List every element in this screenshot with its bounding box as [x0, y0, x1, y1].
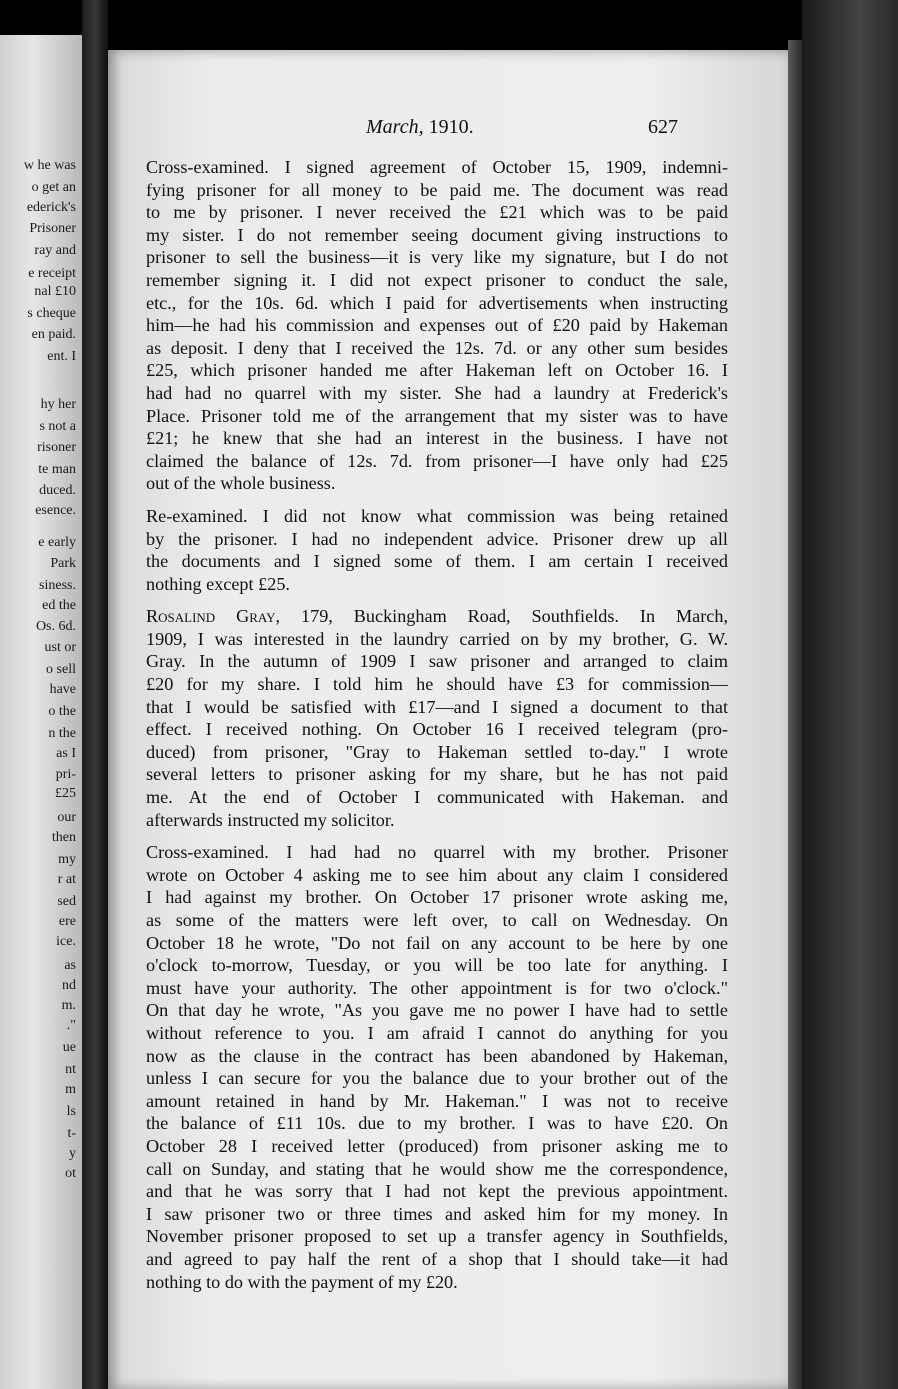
text-line: nothing except £25. — [146, 573, 290, 594]
left-page-line: ust or — [44, 640, 76, 655]
text-line: I had against my brother. On October 17 prisoner wrote asking me, — [146, 887, 728, 908]
text-line: Cross-examined. I signed agreement of October 15, 1909, indemni- — [146, 157, 728, 177]
left-page-line: ice. — [56, 934, 76, 949]
text-line: claimed the balance of 12s. 7d. from prisoner—I have only had £25 — [146, 450, 728, 471]
text-line: and agreed to pay half the rent of a shop that I should take—it had — [146, 1248, 728, 1269]
left-page-line: e early — [38, 535, 76, 550]
left-page-line: £25 — [55, 786, 76, 801]
page-header — [108, 116, 788, 140]
text-line: Cross-examined. I had had no quarrel with my brother. Prisoner — [146, 842, 728, 863]
left-page-line: w he was — [23, 158, 76, 173]
left-page-line: s cheque — [27, 306, 76, 321]
text-line: o'clock to-morrow, Tuesday, or you will be too late for anything. I — [146, 955, 728, 976]
running-head — [366, 116, 474, 139]
left-page-line: t- — [67, 1126, 76, 1141]
text-line: fying prisoner for all money to be paid me. The document was read — [146, 179, 728, 200]
left-page-line: Os. 6d. — [35, 619, 76, 634]
text-line: and that he was sorry that I had not kept the previous appointment. — [146, 1181, 728, 1202]
left-page-line: Park — [50, 556, 76, 571]
text-line: out of the whole business. — [146, 473, 336, 494]
left-page-line: y — [69, 1146, 76, 1161]
text-line: had had no quarrel with my sister. She had a laundry at Frederick's — [146, 382, 728, 403]
left-page-line: ere — [58, 914, 76, 929]
text-line: I saw prisoner two or three times and asked him for my money. In — [146, 1203, 728, 1224]
text-line: 1909, I was interested in the laundry carried on by my brother, G. W. — [146, 628, 728, 649]
paragraph — [146, 505, 728, 595]
text-line: that I would be satisfied with £17—and I signed a document to that — [146, 696, 728, 717]
left-page-line: my — [58, 852, 76, 867]
text-line: prisoner to sell the business—it is very like my signature, but I do not — [146, 247, 728, 268]
left-page-line: ue — [62, 1040, 76, 1055]
left-page-line: m — [65, 1082, 76, 1097]
text-line: duced) from prisoner, "Gray to Hakeman settled to-day." I wrote — [146, 741, 728, 762]
witness-name: Rosalind Gray — [146, 606, 276, 627]
left-page-line: pri- — [55, 767, 76, 782]
text-line: me. At the end of October I communicated with Hakeman. and — [146, 787, 728, 808]
left-page-line: nt — [65, 1062, 76, 1077]
text-line: to me by prisoner. I never received the £21 which was to be paid — [146, 202, 728, 223]
text-line: unless I can secure for you the balance due to your brother out of the — [146, 1068, 728, 1089]
text-line: as deposit. I deny that I received the 12s. 7d. or any other sum besides — [146, 337, 728, 358]
left-page-line: hy her — [40, 397, 76, 412]
left-page-line: m. — [61, 998, 76, 1013]
left-page-line: o the — [48, 704, 76, 719]
text-line: £20 for my share. I told him he should have £3 for commission— — [146, 674, 728, 695]
paragraph — [146, 841, 728, 1293]
text-line-rest: , 179, Buckingham Road, Southfields. In March, — [275, 606, 728, 627]
text-line: nothing to do with the payment of my £20. — [146, 1271, 458, 1292]
text-line: now as the clause in the contract has been abandoned by Hakeman, — [146, 1045, 728, 1066]
text-line: October 28 I received letter (produced) from prisoner asking me to — [146, 1135, 728, 1156]
text-line: call on Sunday, and stating that he would show me the correspondence, — [146, 1158, 728, 1179]
text-line: as some of the matters were left over, to call on Wednesday. On — [146, 910, 728, 930]
left-page-line: sed — [57, 894, 76, 909]
text-line: several letters to prisoner asking for my share, but he has not paid — [146, 764, 728, 785]
text-line: must have your authority. The other appointment is for two o'clock." — [146, 977, 728, 998]
left-page-line: have — [49, 682, 76, 697]
text-line: October 18 he wrote, "Do not fail on any account to be here by one — [146, 932, 728, 953]
text-line: On that day he wrote, "As you gave me no power I have had to settle — [146, 1000, 728, 1021]
left-page-line: ls — [66, 1104, 76, 1119]
left-page-line: risoner — [37, 440, 76, 455]
text-line: Re-examined. I did not know what commission was being retained — [146, 505, 728, 526]
left-page-line: e receipt — [28, 266, 76, 281]
left-page-line: nal £10 — [34, 284, 76, 299]
left-page-line: o get an — [31, 180, 76, 195]
text-line: £21; he knew that she had an interest in the business. I have not — [146, 428, 728, 449]
text-line: him—he had his commission and expenses out of £20 paid by Hakeman — [146, 315, 728, 336]
left-page-line: duced. — [39, 483, 76, 498]
left-page-line: as I — [56, 746, 76, 761]
text-line: the balance of £11 10s. due to my brother. I was to have £20. On — [146, 1113, 728, 1134]
left-page-line: esence. — [35, 503, 76, 518]
left-page-line: ray and — [34, 243, 76, 258]
running-head-year: , 1910. — [418, 116, 474, 138]
text-line — [146, 605, 728, 628]
text-line: etc., for the 10s. 6d. which I paid for advertisements when instructing — [146, 292, 728, 313]
left-page-line: siness. — [39, 578, 76, 593]
left-page-line: Prisoner — [29, 221, 76, 236]
left-page-line: en paid. — [31, 327, 76, 342]
page-number: 627 — [648, 116, 678, 138]
left-page-line: o sell — [46, 662, 76, 677]
left-page-line: ed the — [42, 598, 76, 613]
left-page-line: s not a — [39, 419, 76, 434]
text-line: effect. I received nothing. On October 16 I received telegram (pro- — [146, 719, 728, 740]
text-line: by the prisoner. I had no independent advice. Prisoner drew up all — [146, 528, 728, 549]
left-page-line: n the — [48, 726, 76, 741]
text-line: without reference to you. I am afraid I cannot do anything for you — [146, 1022, 728, 1043]
left-page-line: nd — [62, 978, 76, 993]
text-line: November prisoner proposed to set up a transfer agency in Southfields, — [146, 1226, 728, 1247]
text-line: Place. Prisoner told me of the arrangement that my sister was to have — [146, 405, 728, 426]
text-line: wrote on October 4 asking me to see him about any claim I considered — [146, 864, 728, 885]
left-page-line: ent. I — [47, 349, 76, 364]
page-edge — [788, 40, 802, 1389]
text-line: my sister. I do not remember seeing document giving instructions to — [146, 224, 728, 245]
text-line: remember signing it. I did not expect prisoner to conduct the sale, — [146, 269, 728, 290]
left-page-line: our — [57, 810, 76, 825]
text-line: Gray. In the autumn of 1909 I saw prisoner and arranged to claim — [146, 651, 728, 672]
left-page-line: te man — [38, 462, 76, 477]
running-head-month: March — [366, 116, 419, 138]
text-line: the documents and I signed some of them. I am certain I received — [146, 551, 728, 572]
text-line: amount retained in hand by Mr. Hakeman." I was not to receive — [146, 1090, 728, 1111]
paragraph — [146, 605, 728, 831]
left-page-line: ederick's — [26, 200, 76, 215]
text-line: £25, which prisoner handed me after Hakeman left on October 16. I — [146, 360, 728, 381]
left-page-line: r at — [57, 872, 76, 887]
left-page-line: ot — [65, 1166, 76, 1181]
text-line: afterwards instructed my solicitor. — [146, 809, 395, 830]
page-body — [146, 156, 728, 1303]
background-right — [802, 0, 898, 1389]
book-gutter — [82, 0, 108, 1389]
paragraph — [146, 156, 728, 495]
left-page-line: ." — [66, 1018, 76, 1033]
left-facing-page — [0, 35, 82, 1389]
left-page-line: as — [64, 958, 76, 973]
left-page-line: then — [51, 830, 76, 845]
